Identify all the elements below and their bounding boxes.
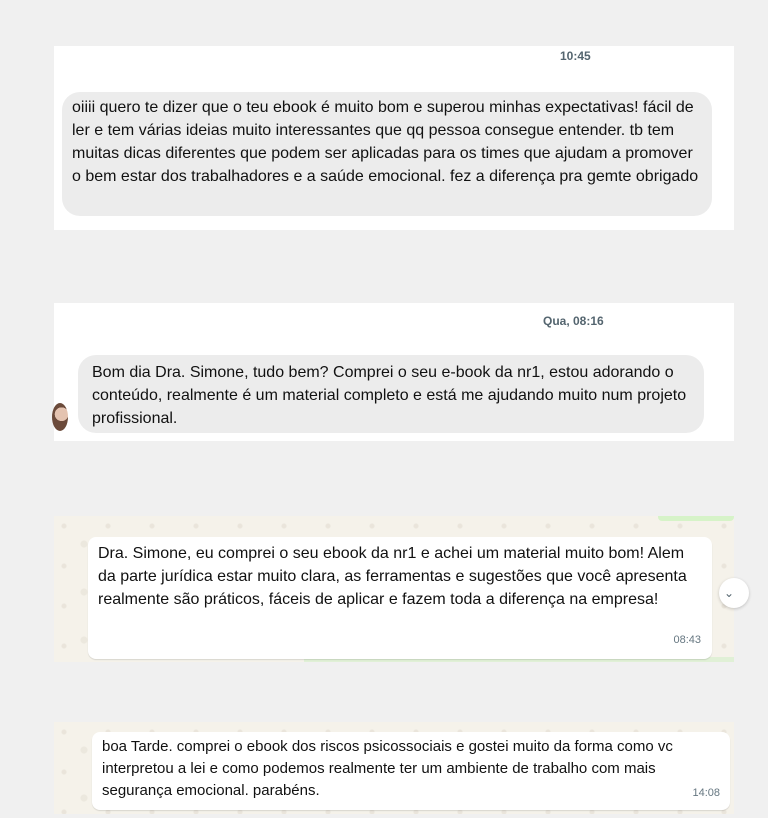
message-bubble[interactable]: Bom dia Dra. Simone, tudo bem? Comprei o seu e-book da nr1, estou adorando o conteúdo, realmente é um material completo e está me ajudando muito num projeto profissional. — [78, 355, 704, 433]
message-timestamp: 08:43 — [673, 634, 701, 646]
message-card-2 — [54, 303, 734, 441]
message-bubble[interactable]: oiiii quero te dizer que o teu ebook é muito bom e superou minhas expectativas! fácil de ler e tem várias ideias muito interessantes que qq pessoa consegue entender. tb tem muitas dicas diferentes que podem ser aplicadas para os times que ajudam a promover o bem estar dos trabalhadores e a saúde emocional. fez a diferença pra gemte obrigado — [62, 92, 712, 216]
message-bubble[interactable] — [88, 537, 712, 659]
message-text: boa Tarde. comprei o ebook dos riscos psicossociais e gostei muito da forma como vc interpretou a lei e como podemos realmente ter um ambiente de trabalho com mais segurança emocional. parabéns. — [102, 738, 673, 799]
message-timestamp: 14:08 — [692, 787, 720, 799]
message-timestamp: Qua, 08:16 — [543, 314, 604, 328]
message-card-4 — [54, 722, 734, 814]
message-bubble[interactable] — [92, 732, 730, 810]
message-card-3 — [54, 516, 734, 662]
message-text: Dra. Simone, eu comprei o seu ebook da nr1 e achei um material muito bom! Alem da parte jurídica estar muito clara, as ferramentas e sugestões que você apresenta realmente são práticos, fáceis de aplicar e fazem toda a diferença na empresa! — [98, 545, 687, 608]
chevron-down-icon[interactable]: ⌄ — [719, 578, 749, 608]
avatar[interactable] — [52, 403, 68, 431]
previous-message-edge — [658, 516, 734, 521]
message-card-1 — [54, 46, 734, 230]
message-timestamp: 10:45 — [560, 49, 591, 63]
